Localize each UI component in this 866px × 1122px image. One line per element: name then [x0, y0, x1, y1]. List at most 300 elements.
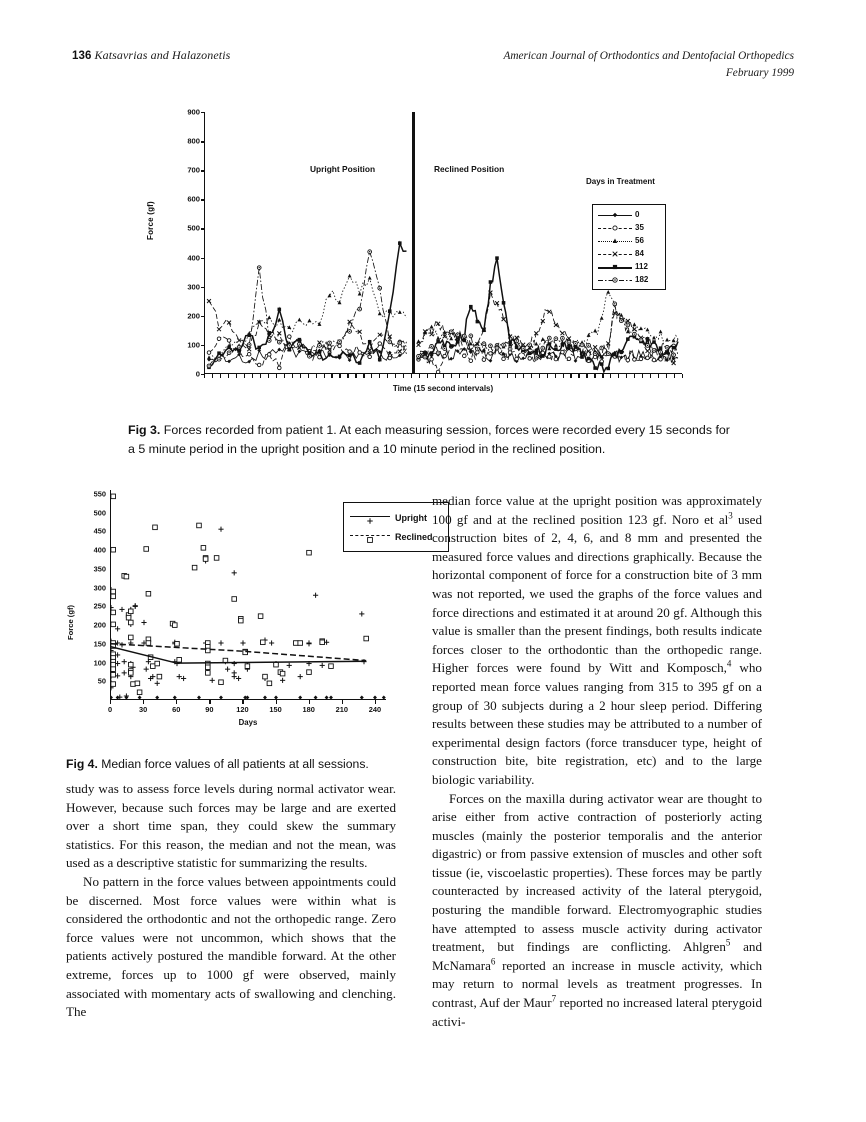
- fig4-x-tick: 30: [138, 705, 148, 714]
- fig3-data-point: [417, 343, 421, 347]
- fig4-y-tick: 100: [93, 658, 106, 667]
- fig3-x-tickmark: [499, 374, 500, 378]
- fig3-data-point: [541, 319, 545, 323]
- fig3-data-point: [358, 351, 362, 355]
- fig3-y-tick: 300: [187, 282, 200, 292]
- fig3-data-point: [430, 351, 434, 355]
- fig4-data-point: [269, 640, 274, 645]
- fig4-x-tick: 90: [205, 705, 214, 714]
- fig4-data-point: [240, 640, 245, 645]
- fig4-data-point: [119, 607, 124, 612]
- fig3-data-point: [449, 344, 453, 348]
- fig3-data-point: [462, 354, 466, 358]
- fig4-x-tick: 150: [269, 705, 282, 714]
- fig3-data-point: [528, 343, 532, 347]
- fig3-data-point: [469, 359, 473, 363]
- fig3-data-point: [388, 309, 392, 313]
- fig3-data-point: [626, 358, 630, 362]
- fig3-data-point: [288, 348, 292, 352]
- fig3-data-point: [277, 340, 281, 344]
- fig4-legend-marker: [348, 511, 392, 527]
- fig3-x-tickmark: [555, 374, 556, 378]
- fig3-data-point: [257, 266, 261, 270]
- fig3-data-point: [227, 351, 231, 355]
- fig3-data-point: [515, 357, 519, 361]
- fig4-zero-point: [138, 696, 142, 699]
- fig3-data-point: [534, 354, 538, 358]
- fig3-x-tickmark: [316, 374, 317, 378]
- fig4-data-point: [214, 556, 219, 561]
- fig3-data-point: [574, 342, 578, 346]
- fig4-x-tick: 180: [302, 705, 315, 714]
- fig4-zero-point: [360, 696, 364, 699]
- fig3-data-point: [358, 292, 362, 296]
- fig3-data-point: [593, 366, 597, 370]
- fig4-zero-point: [173, 696, 177, 699]
- fig4-x-axis-ticks: [107, 700, 386, 716]
- fig3-x-tickmark: [682, 374, 683, 378]
- fig4-data-point: [111, 622, 115, 627]
- fig3-x-axis-label: Time (15 second intervals): [392, 384, 494, 393]
- fig4-data-point: [133, 603, 138, 608]
- fig3-y-tick: 500: [187, 223, 200, 233]
- fig3-data-point: [665, 350, 669, 354]
- fig3-data-point: [398, 310, 402, 314]
- fig3-data-point: [626, 323, 630, 327]
- fig4-data-point: [111, 672, 115, 677]
- fig3-data-point: [482, 358, 486, 362]
- fig4-x-axis-label: Days: [238, 718, 258, 727]
- fig3-data-point: [318, 350, 322, 354]
- fig3-data-point: [489, 344, 493, 348]
- fig4-data-point: [129, 635, 134, 640]
- fig3-data-point: [368, 250, 372, 254]
- fig3-data-point: [515, 346, 519, 350]
- fig4-x-tick: 60: [172, 705, 181, 714]
- fig3-data-point: [626, 337, 630, 341]
- fig4-zero-point: [373, 696, 377, 699]
- fig3-panel-divider: [412, 112, 415, 373]
- fig3-y-tickmark: [201, 345, 205, 346]
- fig3-legend-item[interactable]: [597, 208, 661, 221]
- fig3-data-point: [207, 355, 211, 359]
- fig4-data-point: [201, 546, 206, 551]
- fig3-data-point: [613, 353, 617, 357]
- fig3-caption-label: Fig 3.: [128, 423, 161, 437]
- fig3-data-point: [672, 361, 676, 365]
- fig3-data-point: [430, 358, 434, 362]
- fig3-x-tickmark: [204, 374, 205, 378]
- fig3-legend-item[interactable]: [597, 273, 661, 286]
- fig4-legend-item[interactable]: [348, 527, 444, 546]
- figure-4: [62, 489, 433, 745]
- figure-3: [146, 107, 682, 402]
- fig3-data-point: [665, 345, 669, 349]
- fig3-data-point: [417, 339, 421, 343]
- fig4-data-point: [280, 678, 285, 683]
- fig4-data-point: [146, 591, 151, 596]
- fig3-y-tick: 400: [187, 253, 200, 263]
- fig3-data-point: [528, 357, 532, 361]
- fig3-legend-title: Days in Treatment: [586, 177, 655, 186]
- fig3-data-point: [348, 274, 352, 278]
- fig4-data-point: [146, 641, 151, 646]
- fig3-data-point: [633, 358, 637, 362]
- fig4-zero-point: [274, 696, 278, 699]
- fig4-data-point: [294, 641, 299, 646]
- fig4-data-point: [218, 640, 223, 645]
- running-head-right: [503, 48, 794, 82]
- fig3-x-tickmark: [403, 374, 404, 378]
- fig3-legend-swatch: [597, 235, 633, 247]
- fig4-data-point: [173, 623, 178, 628]
- fig3-data-point: [449, 357, 453, 361]
- fig4-legend-item[interactable]: [348, 508, 444, 527]
- fig3-data-point: [554, 347, 558, 351]
- fig3-data-point: [358, 361, 362, 365]
- fig4-data-point: [320, 663, 325, 668]
- fig3-data-point: [646, 356, 650, 360]
- fig3-data-point: [217, 327, 221, 331]
- fig3-y-tick: 600: [187, 194, 200, 204]
- fig4-data-point: [225, 667, 230, 672]
- fig4-data-point: [329, 664, 334, 669]
- fig3-data-point: [298, 338, 302, 342]
- fig3-x-tickmark: [331, 374, 332, 378]
- fig3-data-point: [502, 357, 506, 361]
- fig3-upright-panel-label: Upright Position: [309, 164, 376, 174]
- fig3-data-point: [502, 301, 506, 305]
- fig4-legend-marker: [348, 530, 392, 546]
- fig4-data-point: [135, 681, 140, 686]
- fig3-x-tickmark: [475, 374, 476, 378]
- fig3-data-point: [328, 341, 332, 345]
- fig3-x-tickmark: [268, 374, 269, 378]
- fig3-x-tickmark: [610, 374, 611, 378]
- fig3-legend-label: 182: [635, 275, 649, 284]
- fig3-y-tick: 900: [187, 107, 200, 117]
- fig4-legend-label: Reclined: [395, 531, 433, 542]
- fig3-x-tickmark: [300, 374, 301, 378]
- fig3-y-tickmark: [201, 287, 205, 288]
- fig3-data-point: [593, 345, 597, 349]
- fig3-legend-marker: [597, 222, 633, 234]
- fig4-data-point: [263, 674, 268, 679]
- fig3-data-point: [620, 350, 624, 354]
- fig3-legend-swatch: [597, 222, 633, 234]
- fig4-caption-label: Fig 4.: [66, 757, 98, 771]
- fig3-legend-item[interactable]: [597, 260, 661, 273]
- fig4-data-point: [218, 527, 223, 532]
- fig3-data-point: [227, 321, 231, 325]
- fig3-y-tickmark: [201, 199, 205, 200]
- fig3-data-point: [515, 339, 519, 343]
- fig3-x-tickmark: [626, 374, 627, 378]
- fig3-legend-item[interactable]: [597, 234, 661, 247]
- running-head-left: [72, 48, 230, 63]
- fig3-data-point: [633, 332, 637, 336]
- fig4-data-point: [144, 667, 149, 672]
- fig4-y-tick: 500: [93, 508, 106, 517]
- fig3-data-point: [237, 349, 241, 353]
- fig4-data-point: [157, 674, 162, 679]
- fig3-data-point: [378, 286, 382, 290]
- fig3-x-axis-ticks: [204, 374, 682, 380]
- fig3-legend-swatch: [597, 248, 633, 260]
- fig3-x-tickmark: [578, 374, 579, 378]
- fig3-data-point: [574, 359, 578, 363]
- fig3-data-point: [587, 357, 591, 361]
- fig3-x-tickmark: [228, 374, 229, 378]
- fig4-data-point: [307, 670, 312, 675]
- fig4-data-point: [111, 589, 115, 594]
- fig3-data-point: [430, 332, 434, 336]
- fig4-x-tickmark: [342, 700, 343, 704]
- fig3-data-point: [449, 330, 453, 334]
- fig4-data-point: [111, 547, 115, 552]
- fig4-data-point: [144, 547, 149, 552]
- fig3-data-point: [521, 346, 525, 350]
- fig3-x-tickmark: [212, 374, 213, 378]
- reference-superscript: 6: [490, 956, 496, 967]
- fig3-legend-swatch: [597, 274, 633, 286]
- fig4-x-tick: 240: [368, 705, 382, 714]
- fig4-data-point: [111, 662, 115, 667]
- fig3-y-tickmark: [201, 228, 205, 229]
- fig3-data-point: [665, 338, 669, 342]
- fig3-x-tickmark: [483, 374, 484, 378]
- fig3-data-point: [626, 319, 630, 323]
- fig4-data-point: [137, 690, 142, 695]
- fig4-legend-swatch: [348, 511, 392, 525]
- fig3-data-point: [298, 342, 302, 346]
- fig4-data-point: [175, 641, 180, 646]
- fig3-y-tick: 0: [195, 369, 200, 379]
- fig4-x-tickmark: [110, 700, 111, 704]
- fig3-data-point: [297, 318, 301, 322]
- fig4-data-point: [261, 640, 266, 645]
- fig4-data-point: [298, 641, 303, 646]
- fig3-y-tickmark: [201, 258, 205, 259]
- fig4-x-tick: 120: [236, 705, 249, 714]
- fig3-data-point: [580, 355, 584, 359]
- fig3-x-tickmark: [674, 374, 675, 378]
- fig3-data-point: [247, 352, 251, 356]
- fig3-y-tick: 800: [187, 136, 200, 146]
- fig4-y-axis-label: Force (gf): [66, 604, 75, 640]
- fig3-data-point: [267, 315, 271, 319]
- fig3-data-point: [652, 340, 656, 344]
- fig3-x-tickmark: [507, 374, 508, 378]
- fig3-legend-item[interactable]: [597, 247, 661, 260]
- running-head: [72, 48, 794, 88]
- fig3-data-point: [606, 367, 610, 371]
- fig3-data-point: [619, 356, 623, 360]
- fig3-data-point: [388, 340, 392, 344]
- fig3-data-point: [398, 350, 402, 354]
- fig3-x-tickmark: [371, 374, 372, 378]
- fig3-data-point: [548, 355, 552, 359]
- fig4-data-point: [141, 620, 146, 625]
- fig3-data-point: [469, 305, 473, 309]
- fig4-data-point: [111, 594, 115, 599]
- fig3-data-point: [646, 344, 650, 348]
- fig3-x-tickmark: [586, 374, 587, 378]
- fig4-data-point: [206, 671, 211, 676]
- fig3-x-tickmark: [284, 374, 285, 378]
- fig3-data-point: [443, 330, 447, 334]
- fig3-data-point: [482, 342, 486, 346]
- fig3-data-point: [521, 356, 525, 360]
- fig3-data-point: [462, 334, 466, 338]
- fig4-caption-text: Median force values of all patients at all sessions.: [97, 757, 369, 771]
- fig3-legend-swatch: [597, 261, 633, 273]
- fig3-data-point: [547, 336, 551, 340]
- fig4-zero-point: [116, 696, 120, 699]
- fig3-data-point: [462, 339, 466, 343]
- body-paragraph: study was to assess force levels during normal activator wear. However, because such forces may be large and are exerted over a short time span, they could skew the summary statistics. For this reason, the median and not the mean, was used as a descriptive statistic for summarizing the results.: [66, 781, 396, 871]
- fig3-data-point: [278, 366, 282, 370]
- fig3-data-point: [567, 357, 571, 361]
- fig3-x-tickmark: [642, 374, 643, 378]
- body-column-left: [66, 780, 396, 1022]
- body-column-right: [432, 492, 762, 1031]
- fig3-data-point: [436, 336, 440, 340]
- fig3-caption: [128, 421, 740, 459]
- fig4-data-point: [280, 671, 285, 676]
- fig4-data-point: [219, 680, 224, 685]
- fig3-data-point: [348, 350, 352, 354]
- fig4-data-point: [232, 570, 237, 575]
- body-paragraph: median force value at the upright position was approximately 100 gf and at the reclined position 123 gf. Noro et $al^3$ used construction bites of 2, 4, 6, and 8 mm and presented the measured force values and directions graphically. Because the horizontal component of force for a construction bite of 3 mm was not reported, we used the graphs of the force values and force directions and estimated it at around 20 gf. Although this value is smaller than the present findings, both results indicate forces closer to the orthodontic than the orthopedic range. Higher forces were found by Witt and Komposch,$^4$ who reported mean force values ranging from 315 to 395 gf on a group of 30 subjects during a 2 hour sleep period. Differing results between these studies may be attributed to a number of experimental design factors (force transducer type, height of construction bite, bite registration, etc) and to the large biologic variability.: [432, 493, 762, 787]
- fig3-data-point: [237, 345, 241, 349]
- fig4-data-point: [122, 670, 127, 675]
- fig3-data-point: [534, 342, 538, 346]
- fig4-data-point: [111, 682, 115, 687]
- fig3-legend-marker: [597, 235, 633, 247]
- fig3-data-point: [580, 343, 584, 347]
- fig3-data-point: [436, 351, 440, 355]
- fig3-data-point: [378, 358, 382, 362]
- fig3-data-point: [593, 352, 597, 356]
- fig3-x-tickmark: [666, 374, 667, 378]
- fig3-x-tickmark: [347, 374, 348, 378]
- fig3-data-point: [338, 344, 342, 348]
- fig3-data-point: [489, 280, 493, 284]
- fig3-reclined-panel-label: Reclined Position: [433, 164, 505, 174]
- fig3-data-point: [489, 352, 493, 356]
- fig3-x-tickmark: [427, 374, 428, 378]
- fig3-data-point: [298, 350, 302, 354]
- fig4-data-point: [197, 523, 202, 528]
- fig3-y-tick: 100: [187, 340, 200, 350]
- fig3-x-tickmark: [419, 374, 420, 378]
- fig3-data-point: [368, 276, 372, 280]
- fig4-data-point: [151, 664, 156, 669]
- reference-superscript: 4: [726, 658, 732, 669]
- fig3-legend-label: 35: [635, 223, 644, 232]
- fig3-data-point: [207, 351, 211, 355]
- fig3-data-point: [217, 351, 221, 355]
- fig3-x-tickmark: [379, 374, 380, 378]
- fig3-legend-marker: [597, 274, 633, 286]
- body-paragraph: Forces on the maxilla during activator wear are thought to arise either from active contraction of posteriorly acting muscles (mainly the posterior temporalis and the anterior digastric) or from passive extension of muscles and other soft tissue (ie, viscoelastic properties). These forces may be partly counteracted by increased activity of the lateral pterygoid, posturing the mandible forward. Electromyographic studies have attempted to assess muscle activity during activator treatment, but findings are conflicting. Ahlgren$^5$ and McNamara$^6$ reported an increase in muscle activity, which may return to normal levels as treatment progresses. In contrast, Auf der Maur$^7$ reported no increased lateral pterygoid activi-: [432, 790, 762, 1029]
- fig3-data-point: [328, 353, 332, 357]
- fig4-x-tickmark: [309, 700, 310, 704]
- fig4-data-point: [129, 671, 134, 676]
- fig4-plot-area: [110, 490, 433, 700]
- fig3-data-point: [567, 345, 571, 349]
- fig3-data-point: [495, 256, 499, 260]
- fig4-data-point: [177, 658, 182, 663]
- fig3-data-point: [606, 352, 610, 356]
- fig4-y-tick: 400: [93, 545, 106, 555]
- fig4-data-point: [245, 664, 250, 669]
- fig3-x-tickmark: [236, 374, 237, 378]
- fig3-data-point: [378, 311, 382, 315]
- fig3-data-point: [277, 318, 281, 322]
- fig4-data-point: [131, 682, 136, 687]
- fig3-data-point: [417, 354, 421, 358]
- fig4-x-tick: 210: [335, 705, 348, 714]
- fig4-y-tick: 50: [97, 676, 106, 686]
- fig3-data-point: [338, 340, 342, 344]
- fig3-legend-item[interactable]: [597, 221, 661, 234]
- fig3-legend-label: 56: [635, 236, 644, 245]
- fig3-data-point: [257, 346, 261, 350]
- fig3-legend: [592, 204, 666, 290]
- fig4-x-tickmark: [176, 700, 177, 704]
- fig3-x-tickmark: [244, 374, 245, 378]
- fig3-x-tickmark: [411, 374, 412, 378]
- fig3-data-point: [443, 347, 447, 351]
- fig4-legend-label: Upright: [395, 512, 427, 523]
- fig4-data-point: [306, 641, 311, 646]
- fig4-y-tick: 550: [93, 489, 106, 499]
- fig4-data-point: [274, 662, 279, 667]
- fig4-data-point: [287, 663, 292, 668]
- fig3-y-tickmark: [201, 316, 205, 317]
- fig3-data-point: [443, 354, 447, 358]
- fig4-legend-swatch: [348, 530, 392, 544]
- fig3-y-tickmark: [201, 112, 205, 113]
- fig4-data-point: [313, 593, 318, 598]
- fig3-data-point: [227, 346, 231, 350]
- fig3-data-point: [502, 343, 506, 347]
- fig3-data-point: [308, 354, 312, 358]
- fig3-data-point: [267, 339, 271, 343]
- fig4-data-point: [111, 610, 115, 615]
- page-folio: 136: [72, 50, 92, 62]
- fig3-y-tickmark: [201, 141, 205, 142]
- fig3-data-point: [423, 355, 427, 359]
- fig4-zero-point: [325, 696, 329, 699]
- fig3-data-point: [632, 322, 636, 326]
- fig3-legend-label: 112: [635, 262, 648, 271]
- running-head-authors: Katsavrias and Halazonetis: [94, 48, 231, 62]
- fig3-data-point: [267, 353, 271, 357]
- fig3-x-tickmark: [658, 374, 659, 378]
- fig3-data-point: [423, 351, 427, 355]
- fig4-data-point: [239, 618, 244, 623]
- fig3-x-tickmark: [260, 374, 261, 378]
- fig4-data-point: [320, 640, 325, 645]
- fig3-x-tickmark: [395, 374, 396, 378]
- fig3-data-point: [619, 319, 623, 323]
- fig3-data-point: [547, 310, 551, 314]
- fig3-y-axis-label: Force (gf): [146, 201, 155, 240]
- reference-superscript: 7: [551, 993, 557, 1004]
